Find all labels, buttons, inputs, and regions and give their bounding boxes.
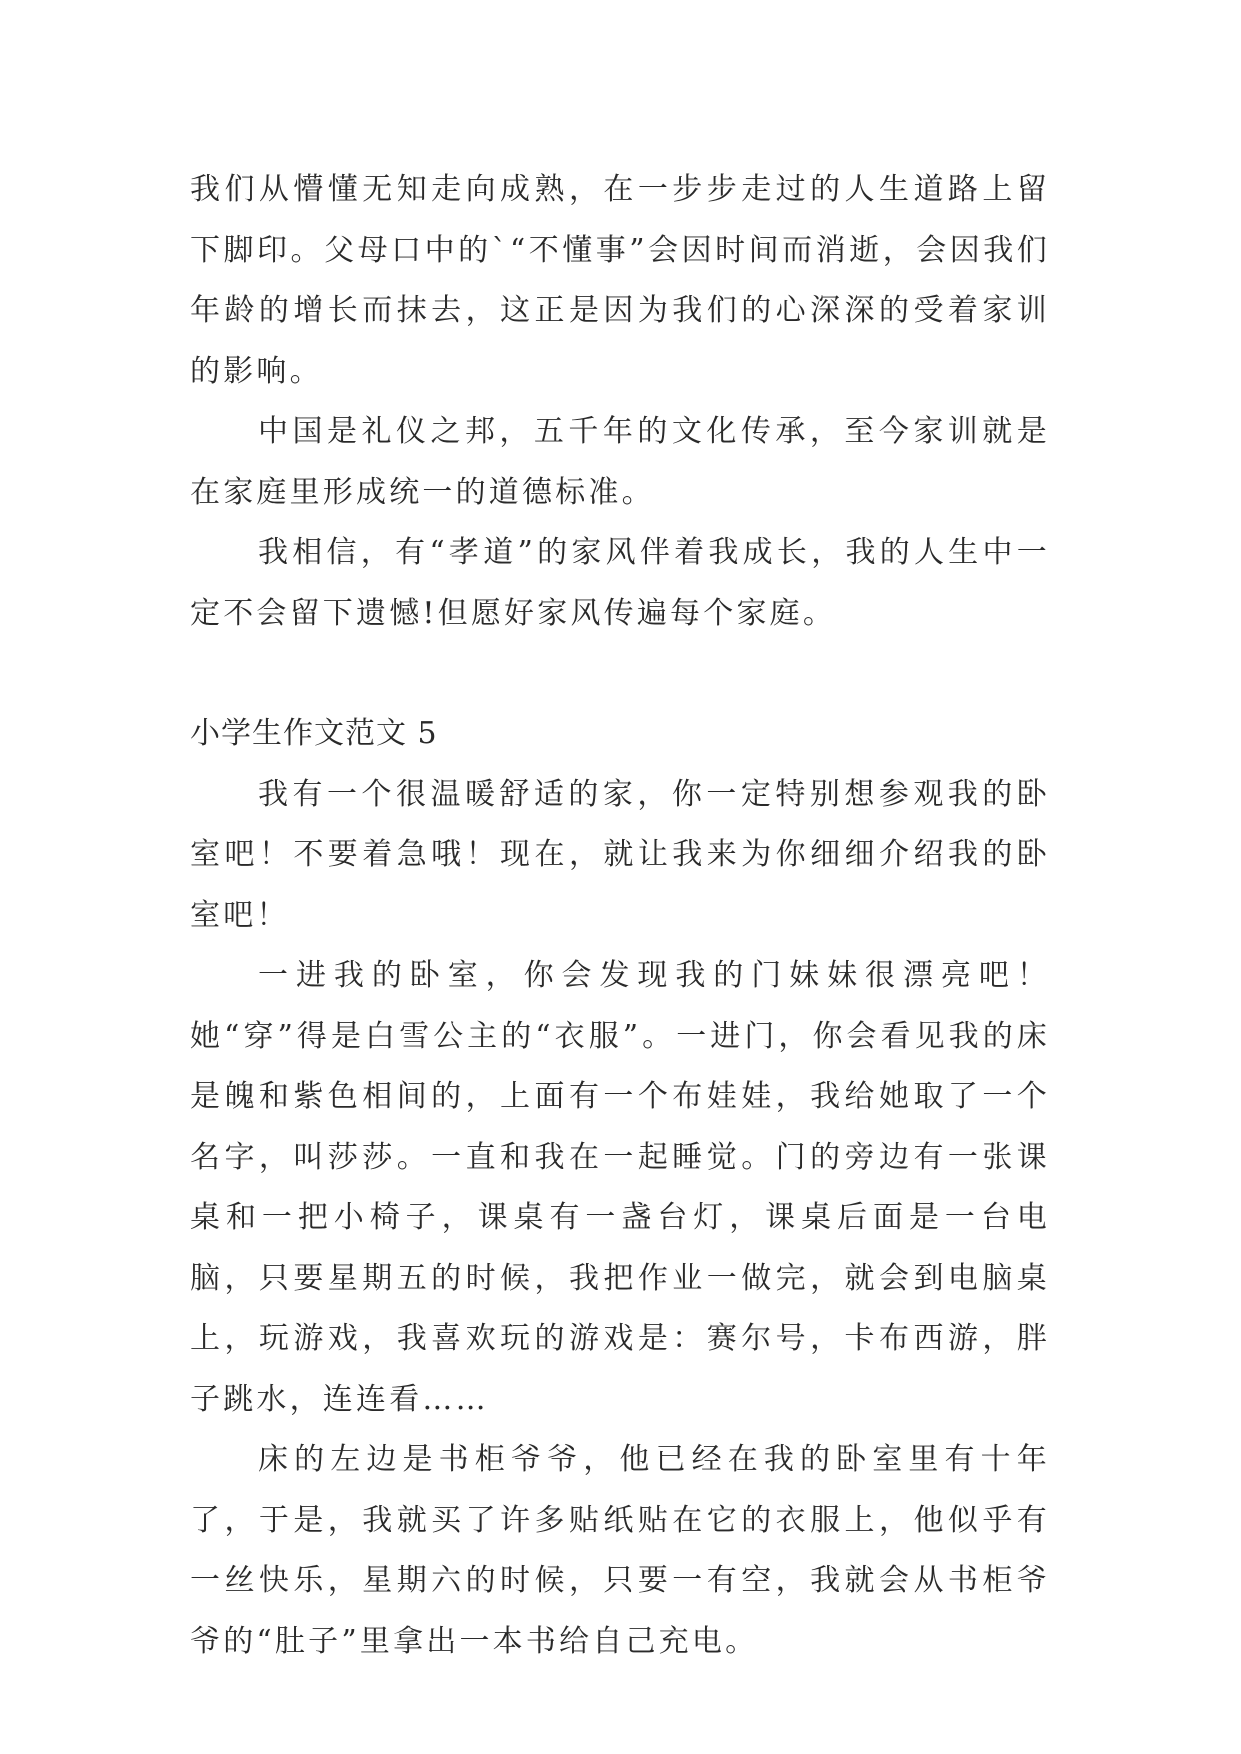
paragraph: 一进我的卧室，你会发现我的门妹妹很漂亮吧！她“穿”得是白雪公主的“衣服”。一进门，你会看见我的床是魄和紫色相间的，上面有一个布娃娃，我给她取了一个名字，叫莎莎。一直和我在一起睡觉。门的旁边有一张课桌和一把小椅子，课桌有一盏台灯，课桌后面是一台电脑，只要星期五的时候，我把作业一做完，就会到电脑桌上，玩游戏，我喜欢玩的游戏是：赛尔号，卡布西游，胖子跳水，连连看…… (190, 958, 1050, 1417)
document-body (190, 160, 1050, 1672)
paragraph: 中国是礼仪之邦，五千年的文化传承，至今家训就是在家庭里形成统一的道德标准。 (190, 414, 1050, 510)
paragraph: 我们从懵懂无知走向成熟，在一步步走过的人生道路上留下脚印。父母口中的`“不懂事”会因时间而消逝，会因我们年龄的增长而抹去，这正是因为我们的心深深的受着家训的影响。 (190, 172, 1050, 389)
paragraph: 我相信，有“孝道”的家风伴着我成长，我的人生中一定不会留下遗憾!但愿好家风传遍每个家庭。 (190, 535, 1050, 631)
section-heading: 小学生作文范文 5 (190, 716, 438, 751)
paragraph: 我有一个很温暖舒适的家，你一定特别想参观我的卧室吧！不要着急哦！现在，就让我来为你细细介绍我的卧室吧！ (190, 776, 1050, 933)
paragraph: 床的左边是书柜爷爷，他已经在我的卧室里有十年了，于是，我就买了许多贴纸贴在它的衣服上，他似乎有一丝快乐，星期六的时候，只要一有空，我就会从书柜爷爷的“肚子”里拿出一本书给自己充电。 (190, 1442, 1050, 1659)
